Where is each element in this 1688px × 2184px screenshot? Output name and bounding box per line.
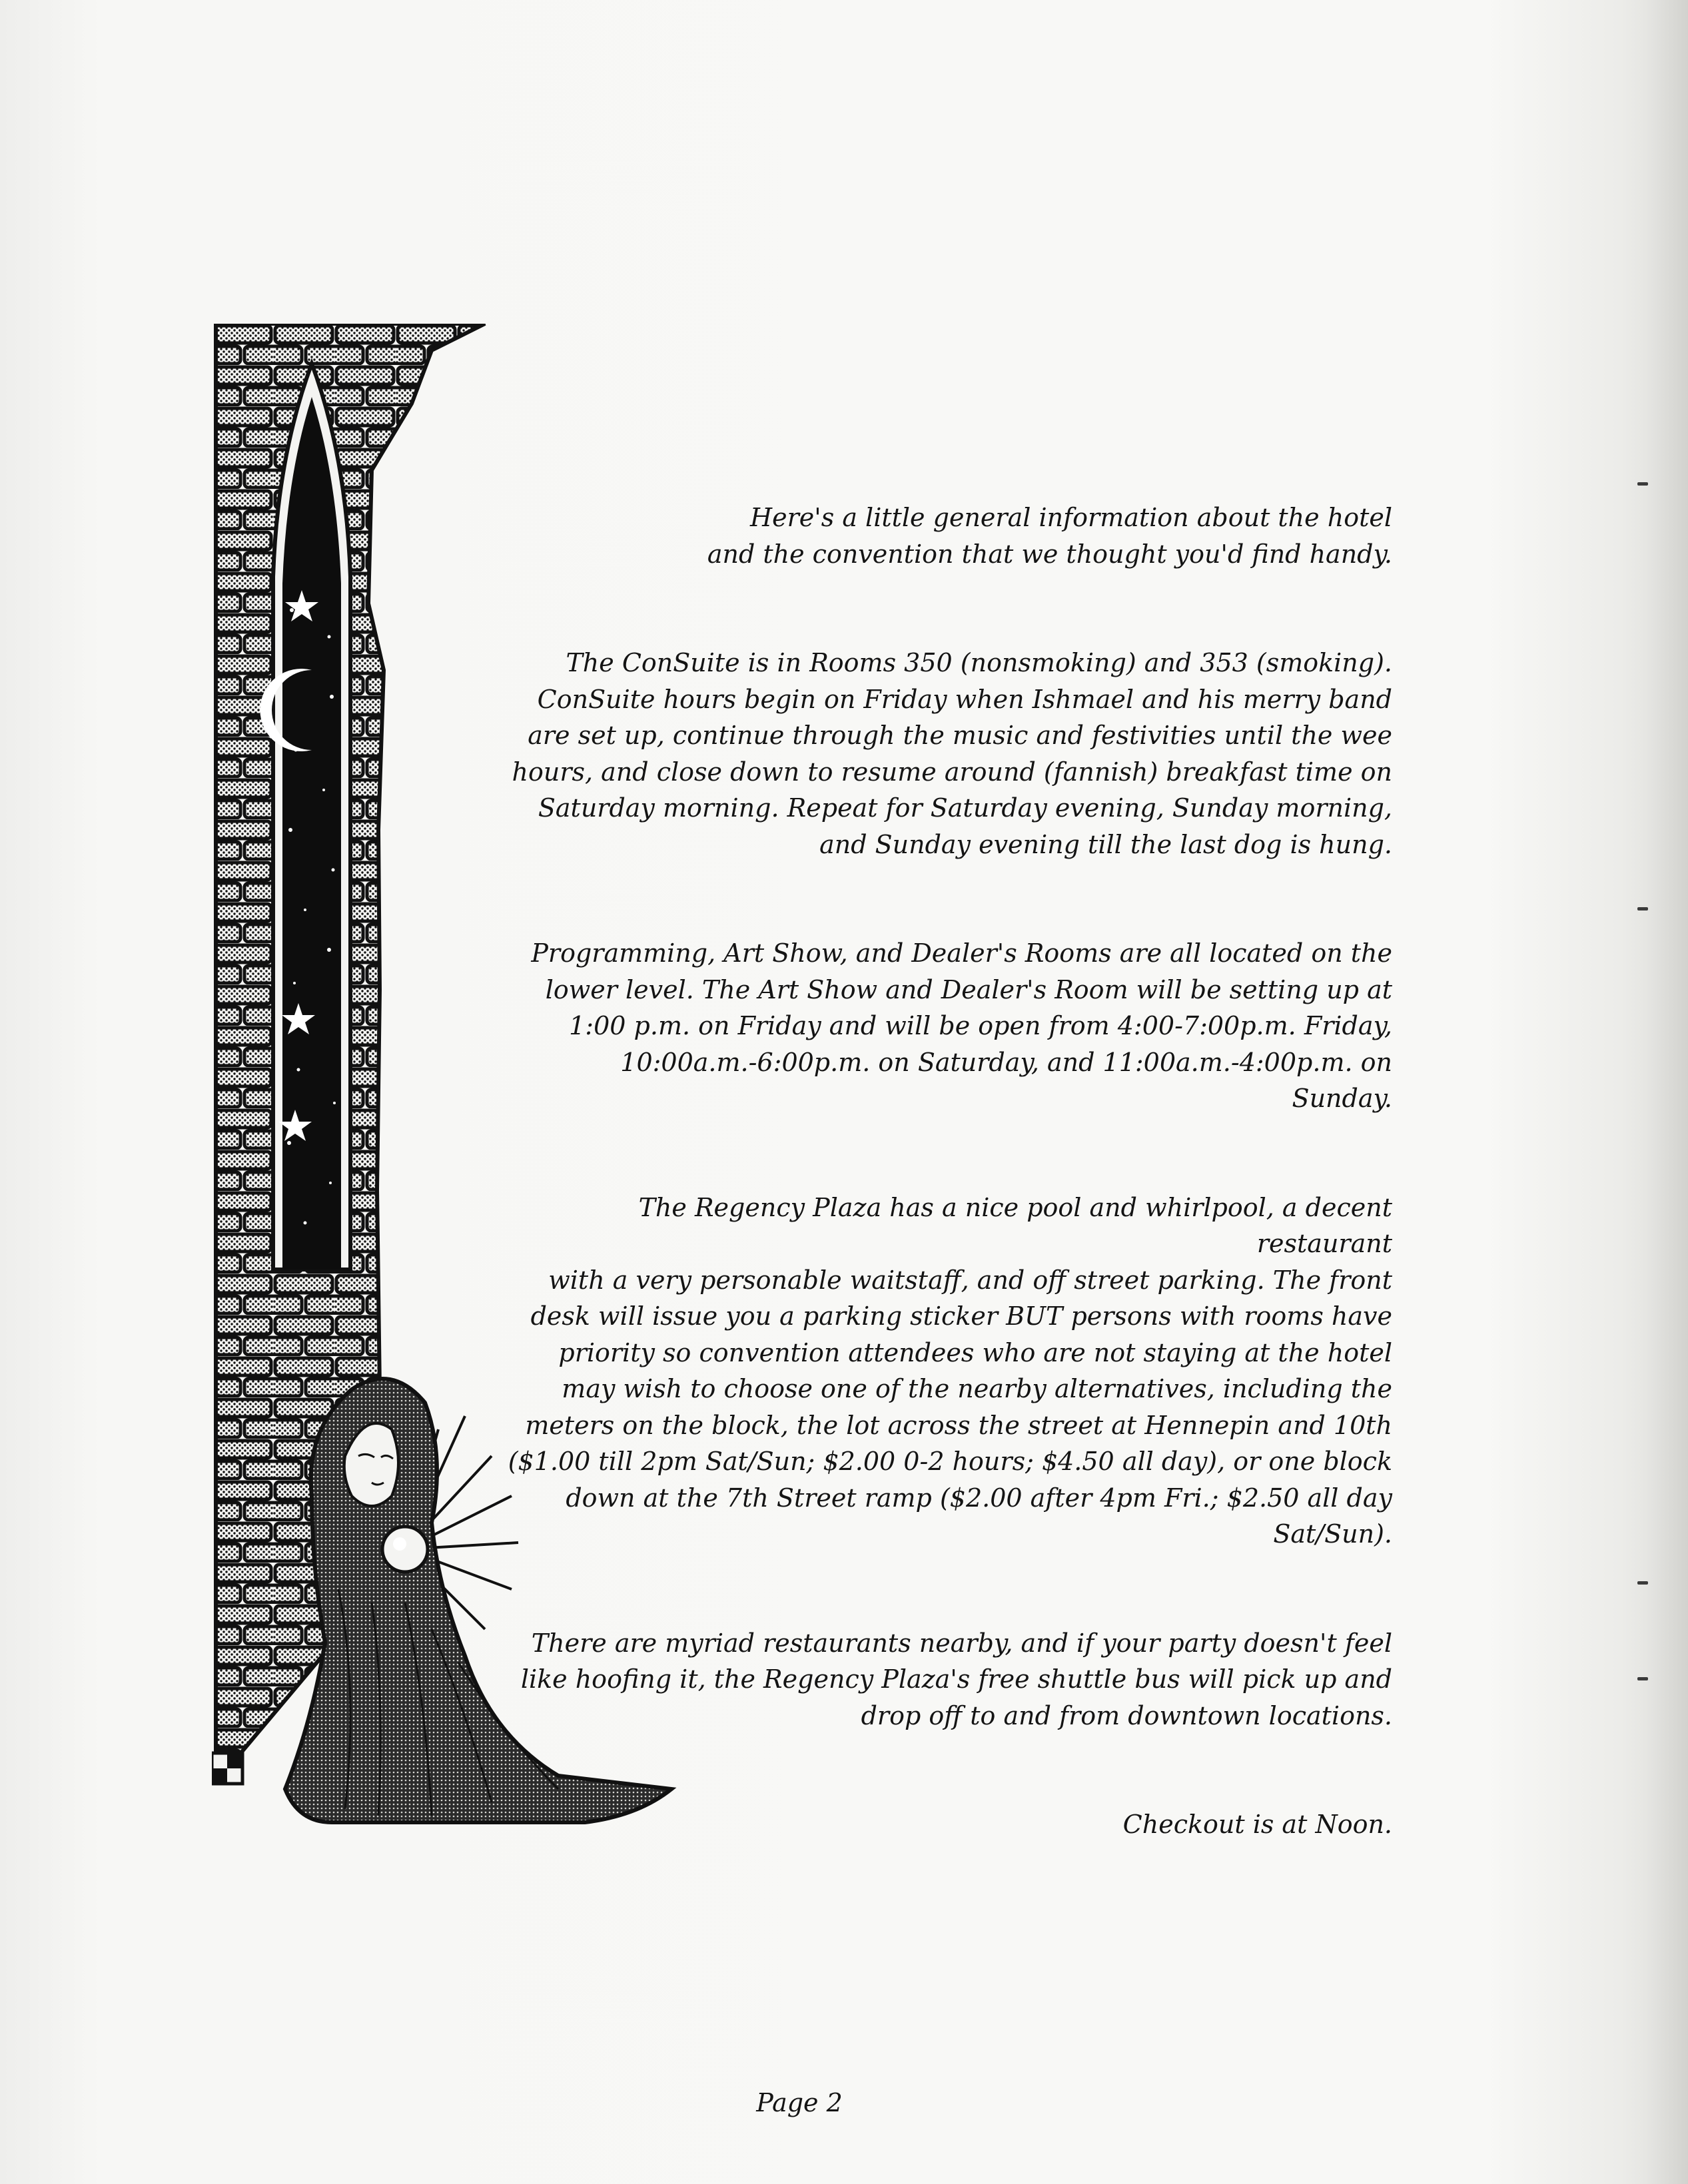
binding-hole: [1637, 482, 1648, 486]
checkout-paragraph: Checkout is at Noon.: [1122, 1810, 1392, 1839]
corner-mark-icon: [212, 1753, 242, 1784]
page-number: Page 2: [756, 2088, 843, 2117]
restaurants-paragraph: There are myriad restaurants nearby, and if your party doesn't feel like hoofing it, the Regency Plaza's free shuttle bus will pick up and drop off to and from downtown locations.: [520, 1628, 1392, 1730]
binding-hole: [1637, 907, 1648, 910]
consuite-paragraph: The ConSuite is in Rooms 350 (nonsmoking) and 353 (smoking). ConSuite hours begin on Friday when Ishmael and his merry band are set up, continue through the music and festivities until the wee hours, and close down to resume around (fannish) breakfast time on Saturday morning. Repeat for Saturday evening, Sunday morning, and Sunday evening till the last dog is hung.: [512, 648, 1392, 859]
binding-hole: [1637, 1581, 1648, 1585]
convention-info-text: [506, 500, 1392, 1843]
rooms-paragraph: Programming, Art Show, and Dealer's Rooms are all located on the lower level. The Art Show and Dealer's Room will be setting up at 1:00 p.m. on Friday and will be open from 4:00-7:00p.m. Friday, 10:00a.m.-6:00p.m. on Saturday, and 11:00a.m.-4:00p.m. on Sunday.: [531, 938, 1392, 1113]
intro-paragraph: Here's a little general information about the hotel and the convention that we thought you'd find handy.: [707, 503, 1392, 569]
binding-edge: [1645, 0, 1688, 2184]
binding-hole: [1637, 1677, 1648, 1680]
hotel-parking-paragraph: The Regency Plaza has a nice pool and whirlpool, a decent restaurant with a very personable waitstaff, and off street parking. The front desk will issue you a parking sticker BUT persons with rooms have priority so convention attendees who are not staying at the hotel may wish to choose one of the nearby alternatives, including the meters on the block, the lot across the street at Hennepin and 10th ($1.00 till 2pm Sat/Sun; $2.00 0-2 hours; $4.50 all day), or one block down at the 7th Street ramp ($2.00 after 4pm Fri.; $2.50 all day Sat/Sun).: [508, 1192, 1392, 1549]
